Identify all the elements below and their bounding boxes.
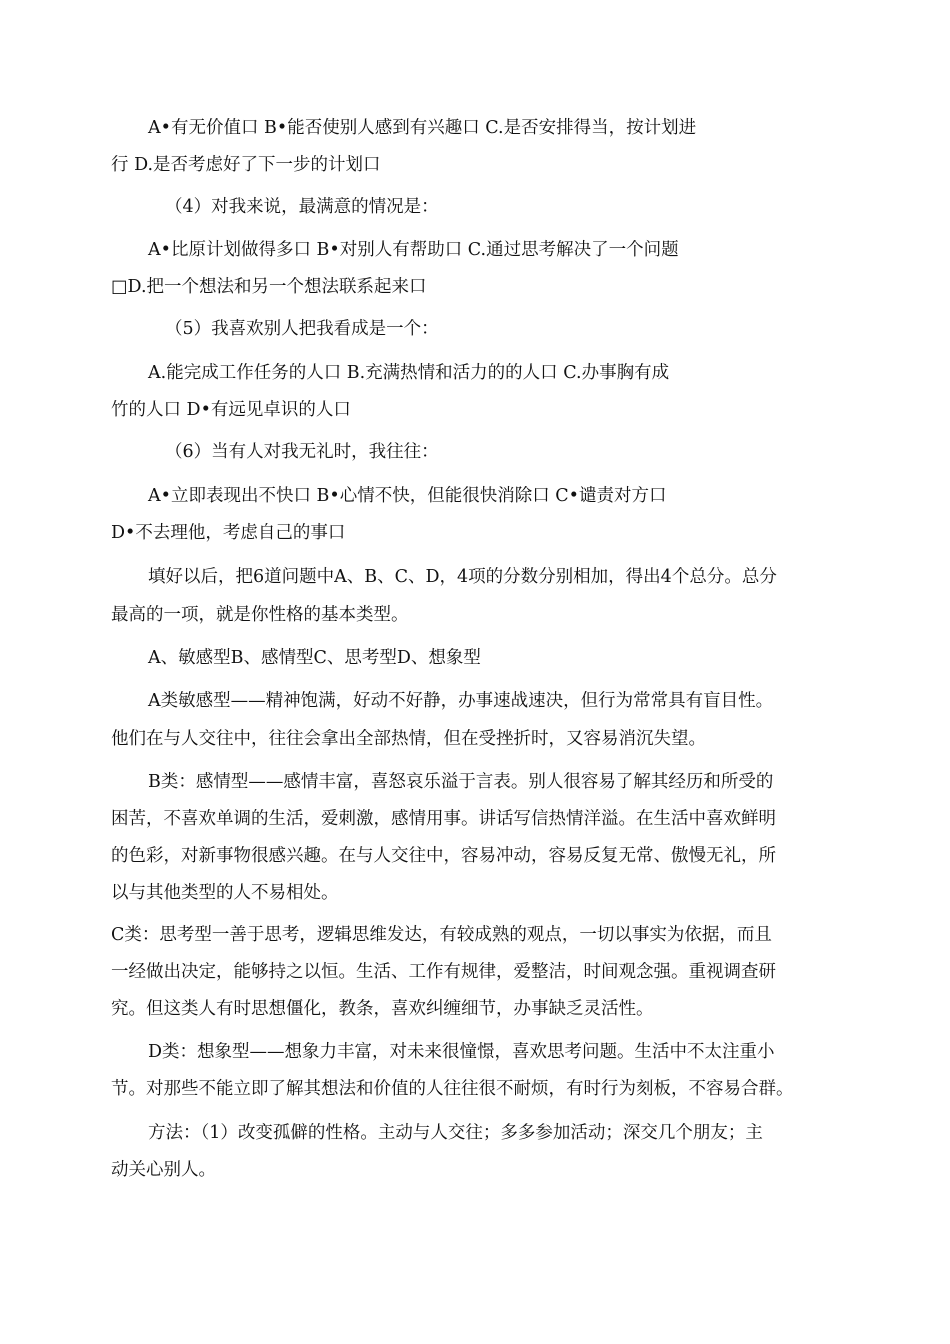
- text-line: A•立即表现出不快口 B•心情不快，但能很快消除口 C•谴责对方口: [148, 486, 667, 506]
- text-line: 的色彩，对新事物很感兴趣。在与人交往中，容易冲动，容易反复无常、傲慢无礼，所: [111, 846, 776, 866]
- text-line: 一经做出决定，能够持之以恒。生活、工作有规律，爱整洁，时间观念强。重视调查研: [111, 962, 776, 982]
- text-line: 竹的人口 D•有远见卓识的人口: [111, 400, 351, 420]
- text-line: 以与其他类型的人不易相处。: [111, 883, 339, 903]
- text-line: 行 D.是否考虑好了下一步的计划口: [111, 155, 381, 175]
- text-line: （6）当有人对我无礼时，我往往：: [165, 442, 439, 462]
- text-line: A•有无价值口 B•能否使别人感到有兴趣口 C.是否安排得当，按计划进: [148, 118, 697, 138]
- text-line: A•比原计划做得多口 B•对别人有帮助口 C.通过思考解决了一个问题: [148, 240, 679, 260]
- text-line: □D.把一个想法和另一个想法联系起来口: [111, 277, 427, 297]
- text-line: 动关心别人。: [111, 1160, 216, 1180]
- text-line: 填好以后，把6道问题中A、B、C、D，4项的分数分别相加，得出4个总分。总分: [148, 567, 777, 587]
- text-line: （4）对我来说，最满意的情况是：: [165, 197, 439, 217]
- text-line: D类：想象型——想象力丰富，对未来很憧憬，喜欢思考问题。生活中不太注重小: [148, 1042, 775, 1062]
- text-line: 最高的一项，就是你性格的基本类型。: [111, 605, 409, 625]
- text-line: C类：思考型一善于思考，逻辑思维发达，有较成熟的观点，一切以事实为依据，而且: [111, 925, 772, 945]
- text-line: A类敏感型——精神饱满，好动不好静，办事速战速决，但行为常常具有盲目性。: [148, 691, 774, 711]
- text-line: 节。对那些不能立即了解其想法和价值的人往往很不耐烦，有时行为刻板，不容易合群。: [111, 1079, 794, 1099]
- text-line: 究。但这类人有时思想僵化，教条，喜欢纠缠细节，办事缺乏灵活性。: [111, 999, 654, 1019]
- text-line: 困苦，不喜欢单调的生活，爱刺激，感情用事。讲话写信热情洋溢。在生活中喜欢鲜明: [111, 809, 776, 829]
- text-line: A.能完成工作任务的人口 B.充满热情和活力的的人口 C.办事胸有成: [148, 363, 670, 383]
- text-line: D•不去理他，考虑自己的事口: [111, 523, 346, 543]
- text-line: B类：感情型——感情丰富，喜怒哀乐溢于言表。别人很容易了解其经历和所受的: [148, 772, 774, 792]
- text-line: A、敏感型B、感情型C、思考型D、想象型: [148, 648, 481, 668]
- text-line: （5）我喜欢别人把我看成是一个：: [165, 319, 439, 339]
- text-line: 方法：（1）改变孤僻的性格。主动与人交往；多多参加活动；深交几个朋友；主: [148, 1123, 763, 1143]
- text-line: 他们在与人交往中，往往会拿出全部热情，但在受挫折时，又容易消沉失望。: [111, 729, 706, 749]
